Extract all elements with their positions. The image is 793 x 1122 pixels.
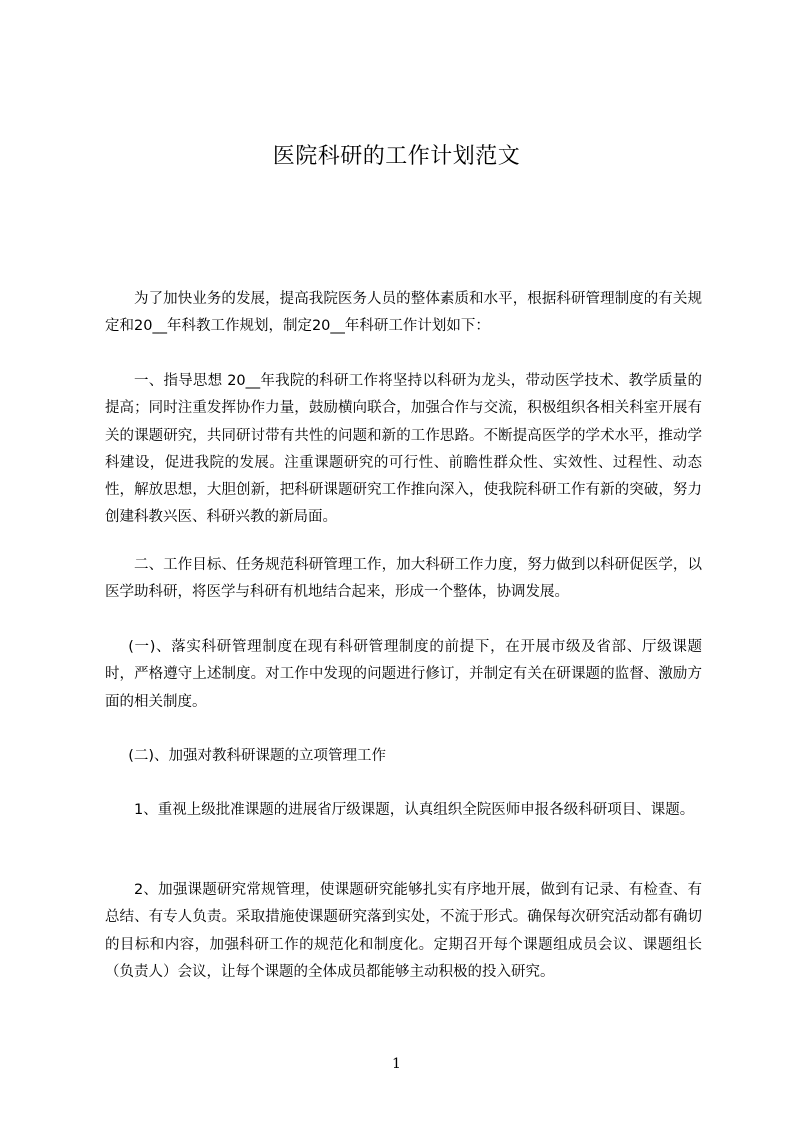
paragraph-guiding-principle: 一、指导思想 20__年我院的科研工作将坚持以科研为龙头，带动医学技术、教学质量的提高；同时注重发挥协作力量，鼓励横向联合，加强合作与交流，积极组织各相关科室开展有关的课题研究，共同研讨带有共性的问题和新的工作思路。不断提高医学的学术水平，推动学科建设，促进我院的发展。注重课题研究的可行性、前瞻性群众性、实效性、过程性、动态性，解放思想，大胆创新，把科研课题研究工作推向深入，使我院科研工作有新的突破，努力创建科教兴医、科研兴教的新局面。: [105, 373, 702, 526]
paragraph-project-management: (二)、加强对教科研课题的立项管理工作: [128, 748, 386, 764]
paragraph-item-2: 2、加强课题研究常规管理，使课题研究能够扎实有序地开展，做到有记录、有检查、有总结、有专人负责。采取措施使课题研究落到实处，不流于形式。确保每次研究活动都有确切的目标和内容，加强科研工作的规范化和制度化。定期召开每个课题组成员会议、课题组长（负责人）会议，让每个课题的全体成员都能够主动积极的投入研究。: [105, 882, 702, 980]
paragraph-intro: 为了加快业务的发展，提高我院医务人员的整体素质和水平，根据科研管理制度的有关规定和20__年科教工作规划，制定20__年科研工作计划如下：: [105, 291, 702, 335]
paragraph-work-goals: 二、工作目标、任务规范科研管理工作，加大科研工作力度，努力做到以科研促医学，以医学助科研，将医学与科研有机地结合起来，形成一个整体，协调发展。: [105, 557, 702, 601]
paragraph-item-1: 1、重视上级批准课题的进展省厅级课题，认真组织全院医师申报各级科研项目、课题。: [134, 802, 695, 818]
paragraph-management-system: (一)、落实科研管理制度在现有科研管理制度的前提下，在开展市级及省部、厅级课题时，严格遵守上述制度。对工作中发现的问题进行修订，并制定有关在研课题的监督、激励方面的相关制度。: [105, 639, 702, 710]
page-number: 1: [392, 1056, 401, 1072]
document-title: 医院科研的工作计划范文: [272, 144, 521, 169]
